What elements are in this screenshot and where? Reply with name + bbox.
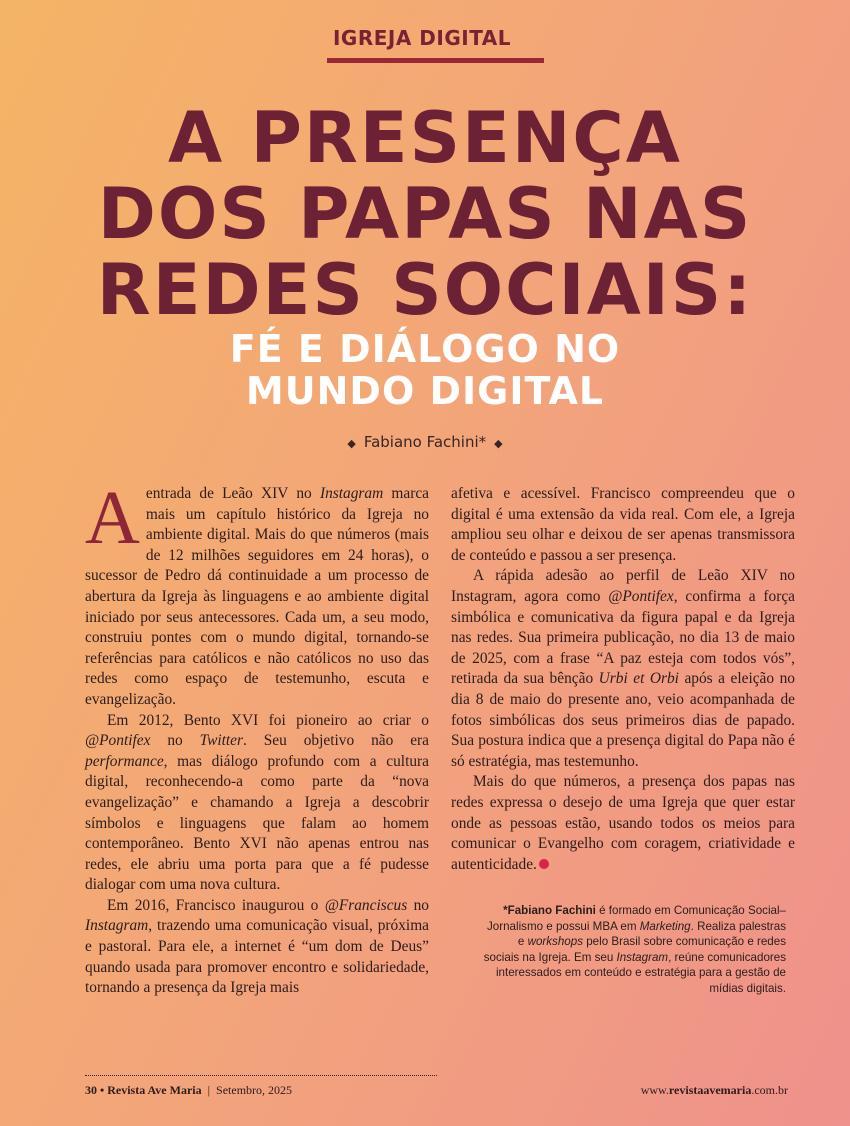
text: , trazendo uma comunicação visual, próxima e pastoral. Para ele, a internet é “um dom de Deus” quando usada para promover encontro e solidariedade, tornando a presença da Igreja mais — [85, 917, 429, 997]
page-number: 30 — [85, 1083, 97, 1097]
title-line-1: A PRESENÇA — [168, 97, 682, 179]
author-note-name: *Fabiano Fachini — [503, 904, 596, 917]
text: no — [150, 732, 200, 750]
text: , mas diálogo profundo com a cultura digital, reconhecendo-a como parte da “nova evangelização” e chamando a Igreja a descobrir símbolos e linguagens que falam ao homem contemporâneo. Bento XVI não apenas entrou nas redes, ele abriu uma porta para que a fé pudesse dialogar com uma nova cultura. — [85, 752, 429, 894]
italic-text: @Pontifex — [608, 587, 674, 605]
text: após a eleição no dia 8 de maio do presente ano, veio acompanhada de fotos simbólicas dos seus primeiros dias de papado. Sua postura indica que a presença digital do Papa não é só estratégia, mas testemunho. — [451, 670, 795, 770]
end-mark-icon — [539, 859, 549, 869]
text: pelo Brasil sobre comunicação e redes sociais na Igreja. Em seu — [483, 935, 786, 964]
text: marca mais um capítulo histórico da Igreja no ambiente digital. Mais do que números (mais de 12 milhões seguidores em 24 horas), o sucessor de Pedro dá continuidade a um processo de abertura da Igreja às linguagens e ao ambiente digital iniciado por seus antecessores. Cada um, a seu modo, construiu pontes com o mundo digital, tornando-se referências para católicos e não católicos no uso das redes como espaço de testemunho, escuta e evangelização. — [85, 485, 430, 708]
article-column-left — [85, 476, 430, 999]
italic-text: workshops — [527, 935, 583, 949]
author-name: Fabiano Fachini* — [363, 433, 487, 451]
article-column-right — [451, 484, 795, 875]
text: no — [407, 896, 429, 914]
text: . Realiza palestras e — [517, 919, 786, 949]
text: Mais do que números, a presença dos papas nas redes expressa o desejo de uma Igreja que quer estar onde as pessoas estão, usando todos os meios para comunicar o Evangelho com coragem, criatividade e autenticidade. — [451, 773, 795, 873]
section-underline — [327, 58, 544, 63]
paragraph: afetiva e acessível. Francisco compreendeu que o digital é uma extensão da vida real. Com ele, a Igreja ampliou seu olhar e deixou de ser apenas transmissora de conteúdo e passou a ser presença. — [451, 485, 795, 564]
text: é formado em Comunicação Social–Jornalismo e possui MBA em — [487, 904, 786, 933]
drop-cap: A — [85, 476, 140, 560]
italic-text: Instagram — [319, 485, 384, 502]
italic-text: performance — [85, 752, 164, 770]
italic-text: Instagram — [616, 950, 669, 964]
paragraph — [85, 896, 429, 999]
subtitle-line-2: MUNDO DIGITAL — [245, 369, 605, 413]
url-domain: revistaavemaria — [668, 1083, 752, 1097]
text: Em 2012, Bento XVI foi pioneiro ao criar o — [107, 711, 429, 729]
italic-text: Twitter — [199, 732, 243, 750]
byline — [200, 433, 650, 451]
diamond-icon: ◆ — [494, 437, 503, 450]
section-label: IGREJA DIGITAL — [332, 26, 511, 50]
url-prefix: www. — [640, 1083, 669, 1097]
text: , confirma a força simbólica e comunicativa da figura papal e da Igreja nas redes. Sua primeira publicação, no dia 13 de maio de 2025, com a frase “A paz esteja com todos vós”, retirada da sua bênção — [451, 587, 795, 688]
paragraph — [451, 772, 795, 875]
text: , reúne comunicadores interessados em conteúdo e estratégia para a gestão de mídias digitais. — [495, 950, 786, 995]
footer-divider — [85, 1075, 437, 1076]
paragraph — [85, 476, 430, 711]
bullet: • — [100, 1083, 105, 1097]
italic-text: @Franciscus — [324, 896, 408, 914]
footer-website — [641, 1083, 788, 1098]
paragraph — [85, 711, 429, 896]
italic-text: Urbi et Orbi — [598, 670, 679, 688]
url-suffix: .com.br — [751, 1083, 788, 1097]
italic-text: @Pontifex — [85, 732, 151, 750]
italic-text: Marketing — [639, 919, 691, 933]
article-title — [40, 97, 810, 331]
author-note — [480, 903, 786, 997]
text: entrada de Leão XIV no — [145, 485, 320, 502]
article-subtitle — [40, 328, 810, 412]
title-line-3: REDES SOCIAIS: — [96, 249, 754, 331]
text: . Seu objetivo não era — [243, 732, 429, 750]
diamond-icon: ◆ — [347, 437, 356, 450]
magazine-name: Revista Ave Maria — [107, 1083, 202, 1097]
title-line-2: DOS PAPAS NAS — [97, 173, 753, 255]
paragraph — [451, 566, 795, 772]
footer-page-info: 30 • Revista Ave Maria | Setembro, 2025 — [85, 1083, 293, 1097]
text: A rápida adesão ao perfil de Leão XIV no Instagram, agora como — [451, 567, 795, 605]
italic-text: Instagram — [85, 917, 149, 935]
subtitle-line-1: FÉ E DIÁLOGO NO — [229, 327, 621, 371]
text: Em 2016, Francisco inaugurou o — [107, 896, 325, 914]
issue-date: Setembro, 2025 — [216, 1083, 293, 1097]
